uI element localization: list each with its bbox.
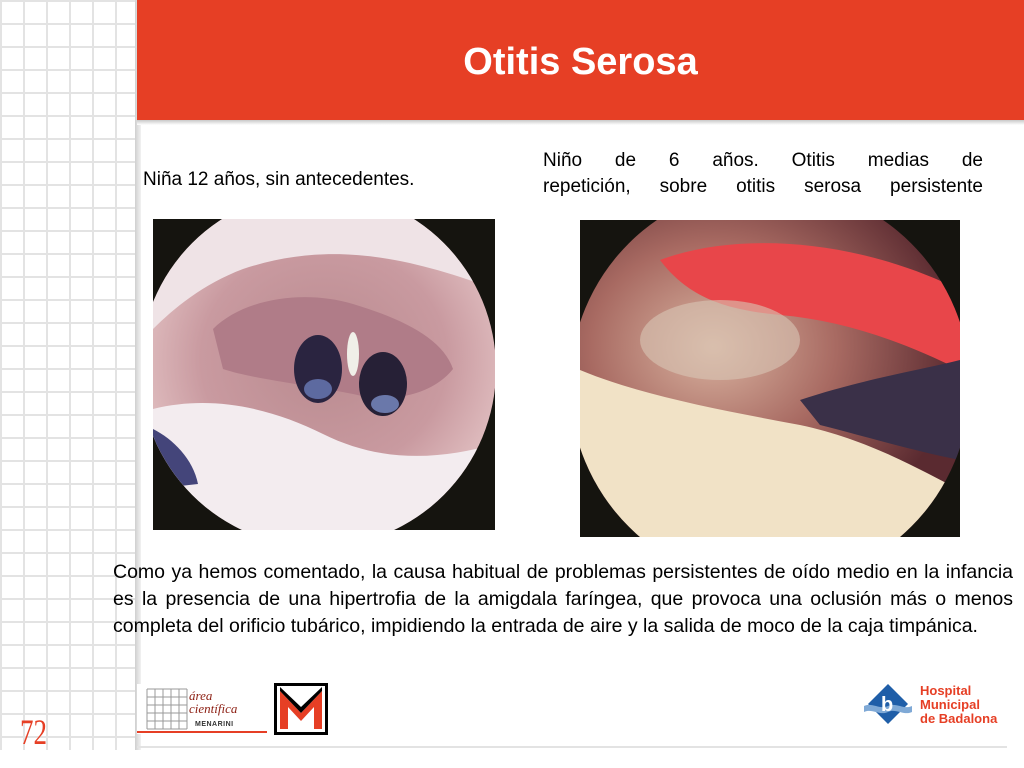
caption-line: Niño de 6 años. Otitis medias de: [543, 150, 983, 171]
figure-caption-right: [543, 148, 983, 200]
page-number: 72: [20, 712, 47, 752]
logo-line: Hospital: [920, 683, 972, 698]
hospital-badalona-logo: [862, 680, 1002, 730]
logo-line: Municipal: [920, 697, 980, 712]
menarini-sublabel: MENARINI: [195, 721, 234, 728]
slide-title: Otitis Serosa: [463, 41, 698, 83]
figure-caption-left: Niña 12 años, sin antecedentes.: [143, 169, 415, 190]
footer-divider: [137, 746, 1007, 748]
menarini-m-logo: [274, 683, 328, 735]
endoscopy-image-right: [580, 220, 960, 537]
body-paragraph: Como ya hemos comentado, la causa habitual de problemas persistentes de oído medio en la infancia es la presencia de una hipertrofia de la amigdala faríngea, que provoca una oclusión más o menos completa del orificio tubárico, impidiendo la entrada de aire y la salida de moco de la caja timpánica.: [113, 561, 1013, 637]
title-bar-shadow: [137, 120, 1024, 125]
endoscopy-image-left: [153, 219, 495, 530]
hospital-badge-letter: b: [881, 694, 894, 716]
hospital-wordmark: [920, 684, 997, 726]
caption-line: repetición, sobre otitis serosa persistente: [543, 176, 983, 197]
logo-line: científica: [189, 701, 238, 716]
logo-line: área: [189, 688, 213, 703]
area-cientifica-logo: [137, 684, 267, 734]
area-cientifica-wordmark: [189, 689, 237, 715]
logo-line: de Badalona: [920, 711, 998, 726]
hospital-b-icon: [862, 680, 914, 728]
